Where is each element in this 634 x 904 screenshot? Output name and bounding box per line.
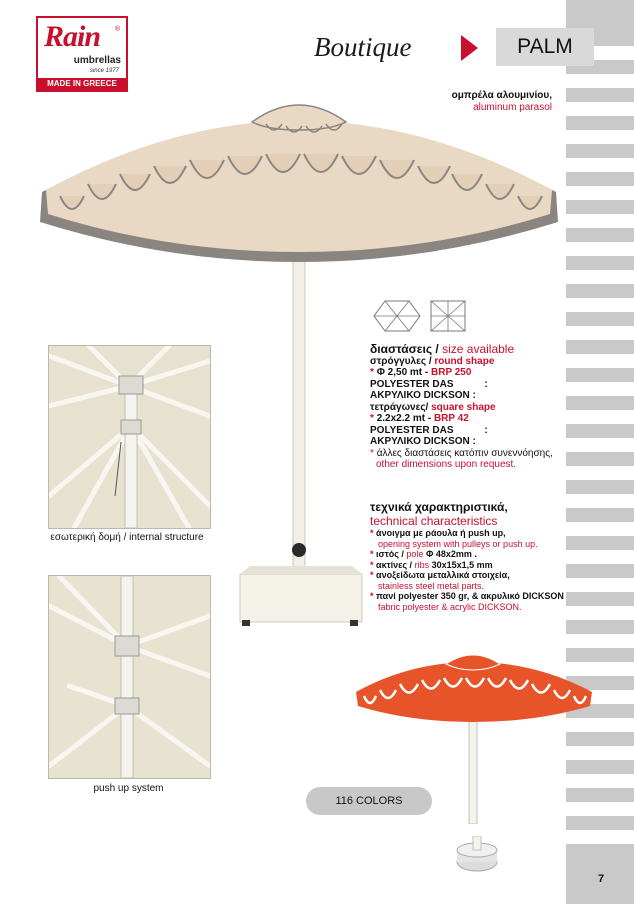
colors-badge: 116 COLORS (306, 787, 432, 815)
square-acrylic-row: ΑΚΡΥΛΙΚΟ DICKSON : (370, 436, 476, 447)
round-acrylic-row: ΑΚΡΥΛΙΚΟ DICKSON : (370, 390, 476, 401)
brand-logo (36, 16, 128, 92)
metal-parts-english: stainless steel metal parts. (378, 580, 485, 591)
subtitle-greek: ομπρέλα αλουμινίου, (451, 90, 552, 101)
push-up-caption: push up system (93, 783, 164, 794)
fabric-english: fabric polyester & acrylic DICKSON. (378, 601, 522, 612)
internal-structure-photo (48, 345, 211, 529)
round-shape-label: στρόγγυλες / round shape (370, 355, 495, 367)
square-size-row: * 2.2x2.2 mt - BRP 42 (370, 413, 469, 424)
logo-since: since 1977 (89, 68, 119, 74)
opening-english: opening system with pulleys or push up. (378, 538, 538, 549)
other-dimensions-english: other dimensions upon request. (376, 459, 517, 470)
round-shape-icon (372, 298, 422, 334)
subtitle-english: aluminum parasol (473, 102, 552, 113)
fabric-row: * πανί polyester 350 gr, & ακρυλικό DICKSON (370, 591, 564, 601)
technical-heading-english: technical characteristics (370, 514, 498, 528)
push-up-system-photo (48, 575, 211, 779)
round-polyester-row: POLYESTER DAS : (370, 378, 488, 390)
page-number: 7 (598, 873, 605, 885)
square-polyester-row: POLYESTER DAS : (370, 424, 488, 436)
square-shape-icon (428, 298, 468, 334)
technical-section (370, 500, 600, 612)
other-dimensions-row: * άλλες διαστάσεις κατόπιν συνεννόησης, (370, 447, 553, 459)
opening-row: * άνοιγμα με ράουλα ή push up, (370, 528, 506, 538)
play-arrow-icon (461, 35, 478, 61)
orange-umbrella-base (452, 836, 502, 876)
dimensions-section (370, 344, 596, 471)
technical-heading-greek: τεχνικά χαρακτηριστικά, (370, 500, 508, 514)
round-size-row: * Φ 2,50 mt - BRP 250 (370, 367, 472, 378)
ribs-row: * ακτίνες / ribs 30x15x1,5 mm (370, 559, 493, 570)
model-name: PALM (496, 28, 594, 66)
internal-structure-caption: εσωτερική δομή / internal structure (50, 532, 204, 543)
logo-made-in: MADE IN GREECE (38, 78, 126, 90)
metal-parts-row: * ανοξείδωτα μεταλλικά στοιχεία, (370, 570, 510, 580)
square-shape-label: τετράγωνες/ square shape (370, 401, 496, 413)
logo-registered-mark: ® (114, 26, 120, 33)
pole-row: * ιστός / pole Φ 48x2mm . (370, 549, 477, 559)
logo-brand-text: Rain (44, 20, 101, 53)
logo-subbrand: umbrellas (73, 55, 121, 66)
collection-title: Boutique (314, 32, 412, 62)
dimensions-heading: διαστάσεις / size available (370, 342, 515, 356)
